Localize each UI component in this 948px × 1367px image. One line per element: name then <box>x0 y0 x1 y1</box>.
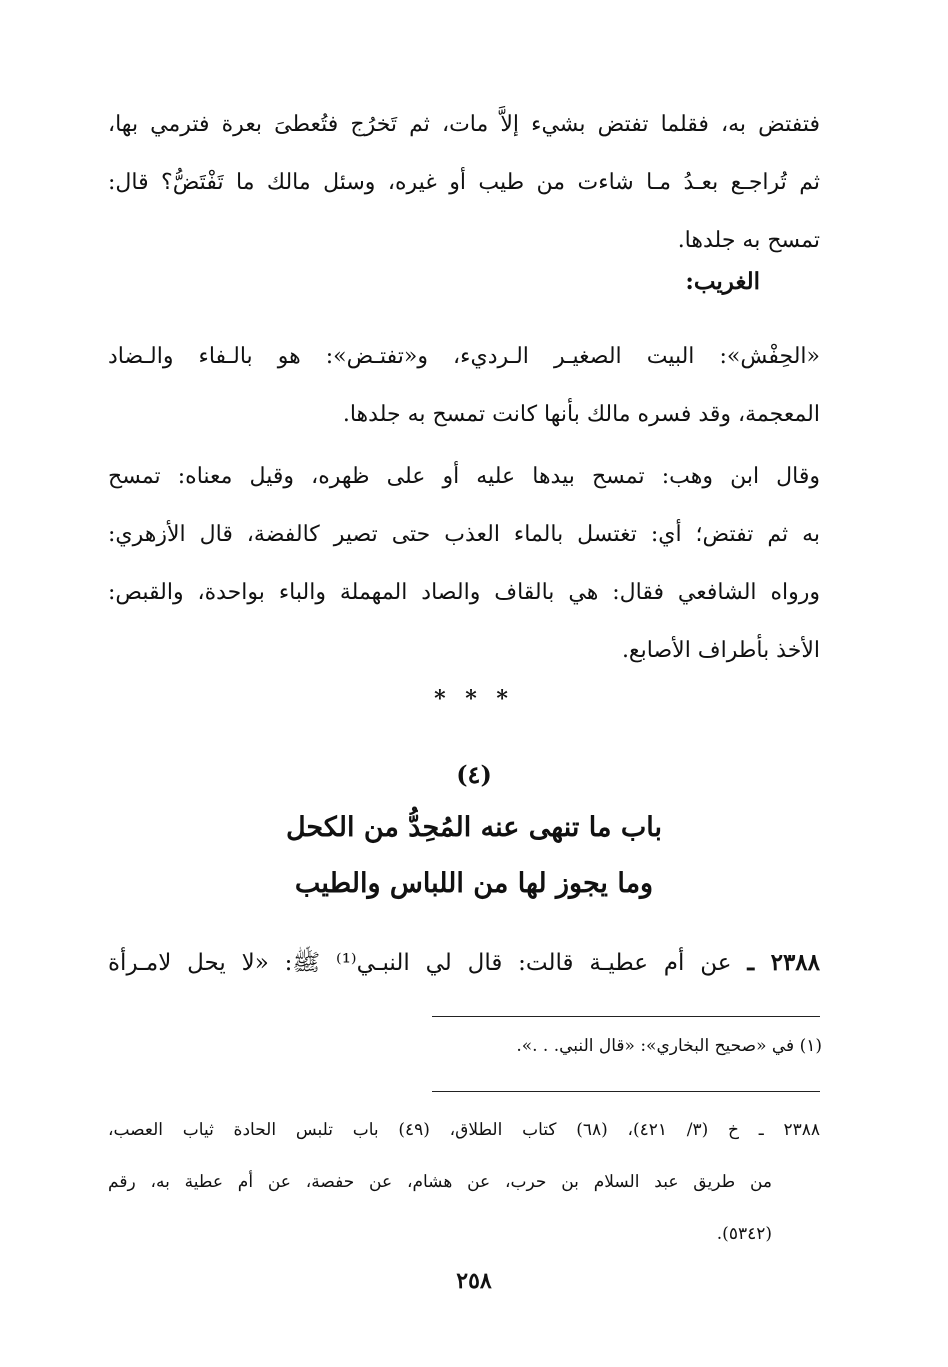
source-line: (٥٣٤٢). <box>716 1224 772 1244</box>
source-divider <box>432 1091 820 1092</box>
source-reference <box>108 1104 820 1260</box>
text-line: الأخذ بأطراف الأصابع. <box>621 638 820 663</box>
footnote-divider <box>432 1016 820 1017</box>
text-line: ورواه الشافعي فقال: هي بالقاف والصاد المهملة والباء بواحدة، والقبص: <box>108 580 820 605</box>
source-line: من طريق عبد السلام بن حرب، عن هشام، عن حفصة، عن أم عطية به، رقم <box>108 1172 772 1192</box>
hadith-opening <box>108 938 820 988</box>
text-line: فتفتض به، فقلما تفتض بشيء إلاَّ مات، ثم تَخرُج فتُعطىَ بعرة فترمي بها، <box>108 112 820 137</box>
text-line: المعجمة، وقد فسره مالك بأنها كانت تمسح به جلدها. <box>342 402 820 427</box>
gharib-heading: الغريب: <box>685 268 760 295</box>
source-line: ٢٣٨٨ ـ خ (٣/ ٤٢١)، (٦٨) كتاب الطلاق، (٤٩) باب تلبس الحادة ثياب العصب، <box>108 1120 820 1140</box>
section-separator: * * * <box>434 686 514 712</box>
page-number: ٢٥٨ <box>456 1268 492 1294</box>
paragraph-explanation <box>108 448 820 680</box>
chapter-title-line-1: باب ما تنهى عنه المُحِدُّ من الكحل <box>285 812 663 843</box>
chapter-number: (٤) <box>456 760 492 789</box>
text-line: ثم تُراجـع بعـدُ مـا شاءت من طيب أو غيره، وسئل مالك ما تَفْتَضُّ؟ قال: <box>108 170 820 195</box>
hadith-text: عن أم عطيـة قالت: قال لي النبـي⁽¹⁾ ﷺ: «لا يحل لامـرأة <box>108 950 732 976</box>
paragraph-hadith-continuation <box>108 96 820 270</box>
hadith-line <box>108 938 820 988</box>
text-line: وقال ابن وهب: تمسح بيدها عليه أو على ظهره، وقيل معناه: تمسح <box>108 464 820 489</box>
paragraph-gharib-definition <box>108 328 820 444</box>
text-line: «الحِفْش»: البيت الصغيـر الـرديء، و«تفتـض»: هو بالـفاء والـضاد <box>108 344 820 369</box>
chapter-title-line-2: وما يجوز لها من اللباس والطيب <box>294 868 654 899</box>
text-line: تمسح به جلدها. <box>677 228 820 253</box>
hadith-number: ٢٣٨٨ ـ <box>747 949 820 976</box>
text-line: به ثم تفتض؛ أي: تغتسل بالماء العذب حتى تصير كالفضة، قال الأزهري: <box>108 522 820 547</box>
footnote: (١) في «صحيح البخاري»: «قال النبي. . .». <box>516 1036 822 1056</box>
